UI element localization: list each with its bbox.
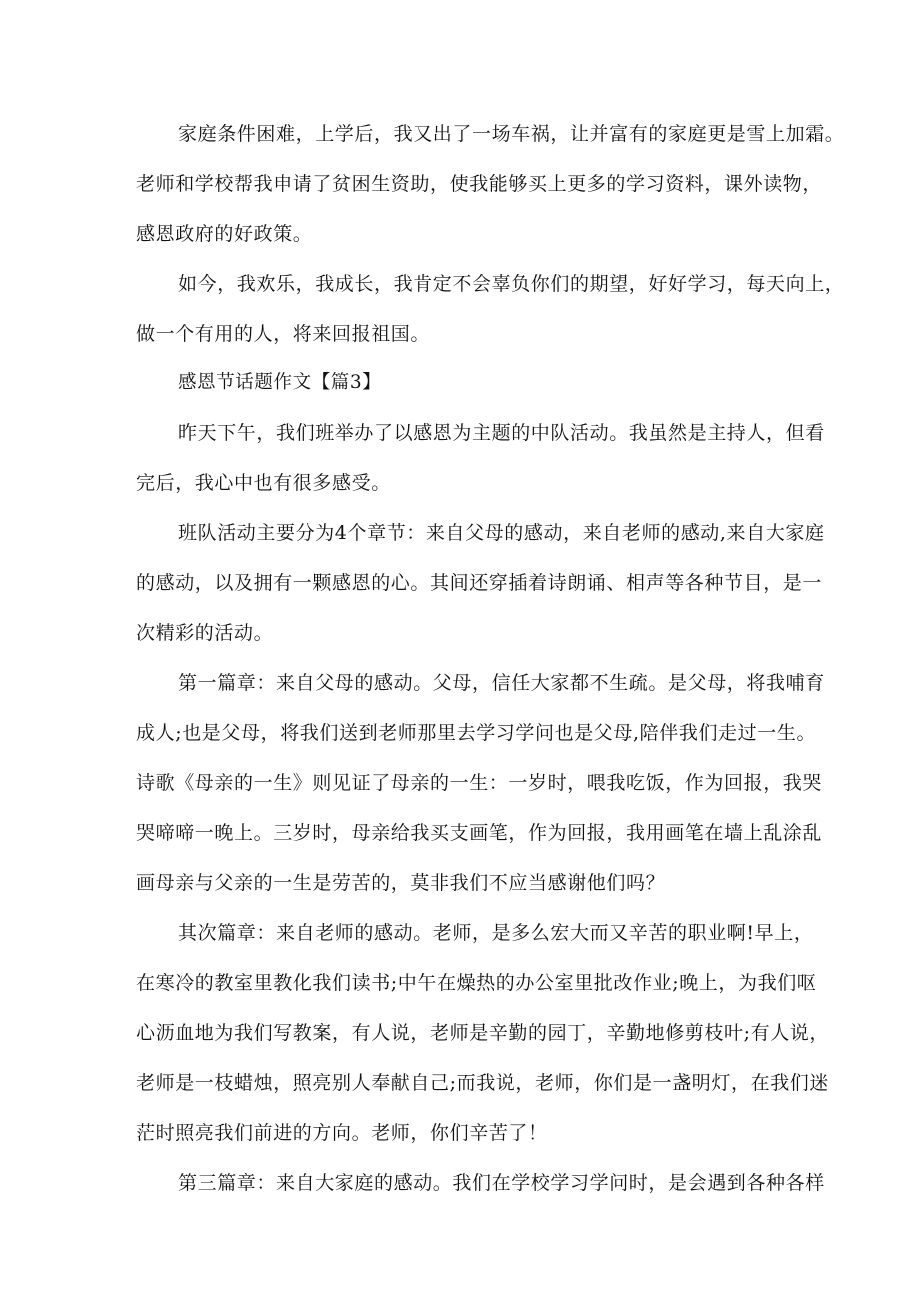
paragraph-5-line-4: 哭啼啼一晚上。三岁时，母亲给我买支画笔，作为回报，我用画笔在墙上乱涂乱	[136, 822, 823, 844]
paragraph-4-line-2: 的感动，以及拥有一颗感恩的心。其间还穿插着诗朗诵、相声等各种节目，是一	[136, 572, 823, 594]
paragraph-6-line-2: 在寒冷的教室里教化我们读书;中午在燥热的办公室里批改作业;晚上，为我们呕	[136, 972, 817, 994]
paragraph-2-line-2: 做一个有用的人，将来回报祖国。	[136, 323, 431, 345]
paragraph-1-line-3: 感恩政府的好政策。	[136, 223, 313, 245]
paragraph-1-line-2: 老师和学校帮我申请了贫困生资助，使我能够买上更多的学习资料，课外读物，	[136, 173, 823, 195]
paragraph-4-line-3: 次精彩的活动。	[136, 622, 274, 644]
paragraph-5-line-5: 画母亲与父亲的一生是劳苦的，莫非我们不应当感谢他们吗？	[136, 872, 666, 894]
paragraph-6-line-1: 其次篇章：来自老师的感动。老师，是多么宏大而又辛苦的职业啊!早上，	[178, 922, 814, 944]
paragraph-6-line-3: 心沥血地为我们写教案，有人说，老师是辛勤的园丁，辛勤地修剪枝叶;有人说，	[136, 1022, 830, 1044]
paragraph-7-line-1: 第三篇章：来自大家庭的感动。我们在学校学习学问时，是会遇到各种各样	[178, 1172, 825, 1194]
paragraph-6-line-4: 老师是一枝蜡烛，照亮别人奉献自己;而我说，老师，你们是一盏明灯，在我们迷	[136, 1072, 830, 1094]
section-heading: 感恩节话题作文【篇3】	[178, 372, 382, 393]
paragraph-6-line-5: 茫时照亮我们前进的方向。老师，你们辛苦了！	[136, 1122, 548, 1144]
paragraph-5-line-2: 成人;也是父母，将我们送到老师那里去学习学问也是父母,陪伴我们走过一生。	[136, 722, 817, 744]
paragraph-3-line-2: 完后，我心中也有很多感受。	[136, 472, 391, 494]
paragraph-5-line-1: 第一篇章：来自父母的感动。父母，信任大家都不生疏。是父母，将我哺育	[178, 672, 825, 694]
paragraph-3-line-1: 昨天下午，我们班举办了以感恩为主题的中队活动。我虽然是主持人，但看	[178, 422, 825, 444]
paragraph-2-line-1: 如今，我欢乐，我成长，我肯定不会辜负你们的期望，好好学习，每天向上，	[178, 273, 845, 295]
paragraph-4-line-1: 班队活动主要分为4个章节：来自父母的感动，来自老师的感动,来自大家庭	[178, 522, 825, 544]
paragraph-1-line-1: 家庭条件困难，上学后，我又出了一场车祸，让并富有的家庭更是雪上加霜。	[178, 123, 845, 145]
paragraph-5-line-3: 诗歌《母亲的一生》则见证了母亲的一生：一岁时，喂我吃饭，作为回报，我哭	[136, 772, 823, 794]
